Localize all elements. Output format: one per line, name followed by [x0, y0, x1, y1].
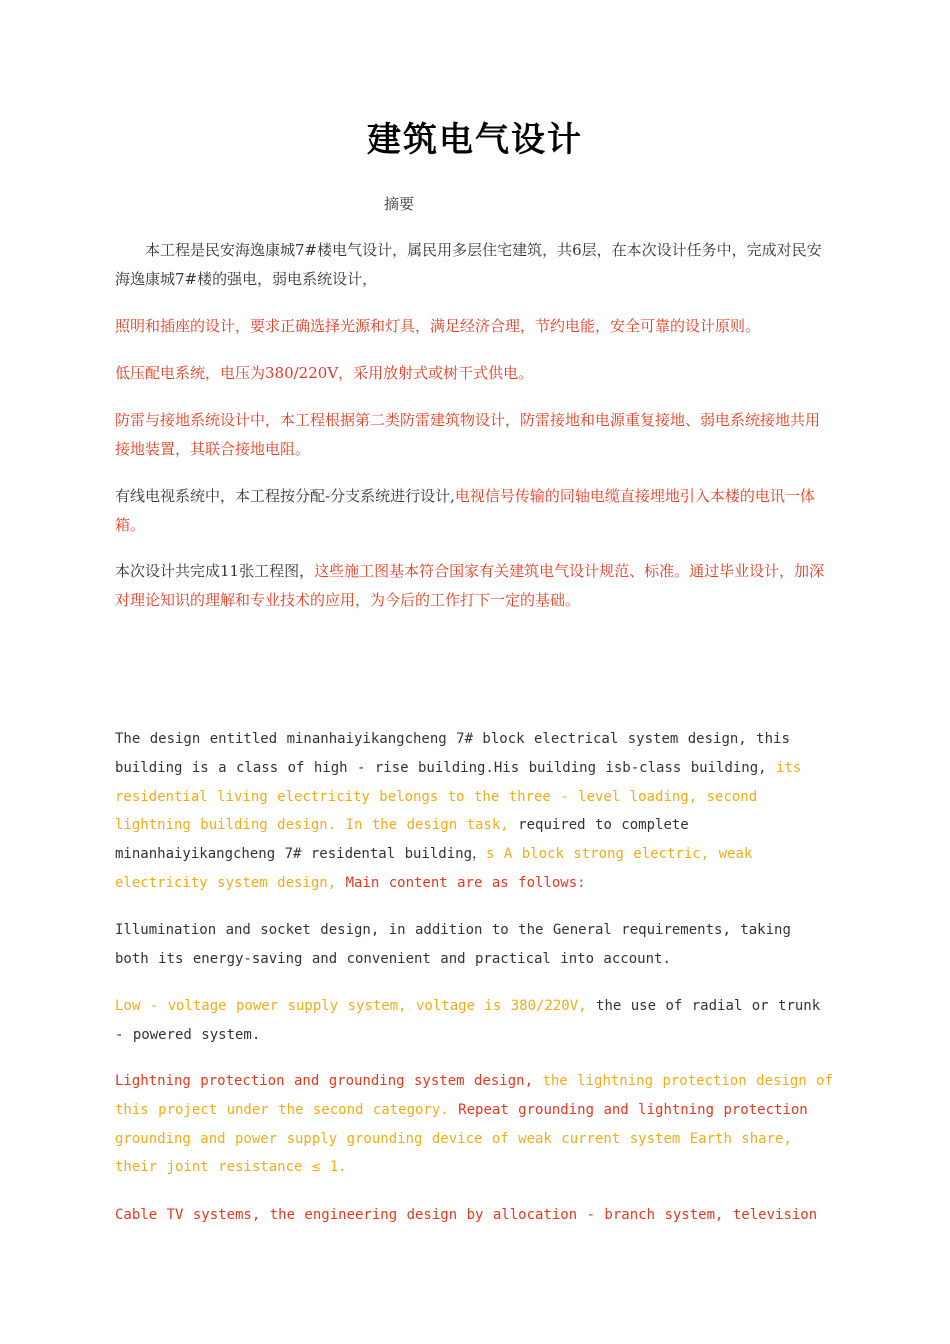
en-paragraph-illumination: Illumination and socket design, in addition to the General requirements, taking both its energy-saving and convenient and practical into account. [115, 922, 791, 967]
zh-paragraph-lightning-protection: 防雷与接地系统设计中，本工程根据第二类防雷建筑物设计，防雷接地和电源重复接地、弱电系统接地共用接地装置，其联合接地电阻。 [115, 411, 821, 458]
en-overview-part-4: s A block strong electric, weak electricity system design, [115, 846, 753, 891]
en-low-voltage-part-1: Low - voltage power supply system, voltage is 380/220V, [115, 998, 597, 1014]
zh-conclusion-detail: 这些施工图基本符合国家有关建筑电气设计规范、标准。通过毕业设计，加深对理论知识的理解和专业技术的应用，为今后的工作打下一定的基础。 [115, 562, 825, 609]
en-paragraph-low-voltage [115, 992, 833, 1050]
zh-paragraph-conclusion [115, 557, 833, 615]
en-overview-part-1: The design entitled minanhaiyikangcheng 7# block electrical system design, this building is a class of high - rise building.His building isb-class building, [115, 731, 790, 776]
zh-paragraph-lighting: 照明和插座的设计，要求正确选择光源和灯具，满足经济合理，节约电能，安全可靠的设计原则。 [115, 317, 761, 335]
zh-paragraph-low-voltage: 低压配电系统，电压为380/220V，采用放射式或树干式供电。 [115, 364, 534, 382]
en-paragraph-cable-tv: Cable TV systems, the engineering design by allocation - branch system, television [115, 1207, 818, 1223]
en-overview-part-2: its residential living electricity belongs to the three - level loading, second lightning building design. In the design task, [115, 759, 802, 834]
zh-paragraph-cable-tv [115, 482, 833, 540]
zh-conclusion-intro: 本次设计共完成11张工程图， [115, 562, 315, 580]
en-lightning-part-4: grounding and power supply grounding device of weak current system Earth share, their joint resistance ≤ 1. [115, 1130, 792, 1176]
en-paragraph-lightning-protection [115, 1067, 833, 1182]
zh-paragraph-overview: 本工程是民安海逸康城7#楼电气设计，属民用多层住宅建筑，共6层，在本次设计任务中，完成对民安海逸康城7#楼的强电，弱电系统设计， [115, 241, 822, 288]
page-title: 建筑电气设计 [367, 120, 583, 160]
en-lightning-part-3: Repeat grounding and lightning protection [458, 1101, 808, 1118]
zh-cable-tv-intro: 有线电视系统中，本工程按分配-分支系统进行设计, [115, 487, 455, 505]
en-overview-part-5: Main content are as follows: [345, 874, 586, 891]
en-lightning-part-1: Lightning protection and grounding system design, [115, 1073, 543, 1089]
abstract-heading: 摘要 [384, 195, 415, 213]
en-overview-part-3: required to complete minanhaiyikangcheng 7# residental building， [115, 817, 689, 863]
en-lightning-part-2: the lightning protection design of this project under the second category. [115, 1073, 834, 1118]
en-low-voltage-part-2: the use of radial or trunk - powered system. [115, 998, 821, 1043]
zh-cable-tv-detail: 电视信号传输的同轴电缆直接埋地引入本楼的电讯一体箱。 [115, 487, 815, 534]
en-paragraph-overview [115, 725, 833, 898]
